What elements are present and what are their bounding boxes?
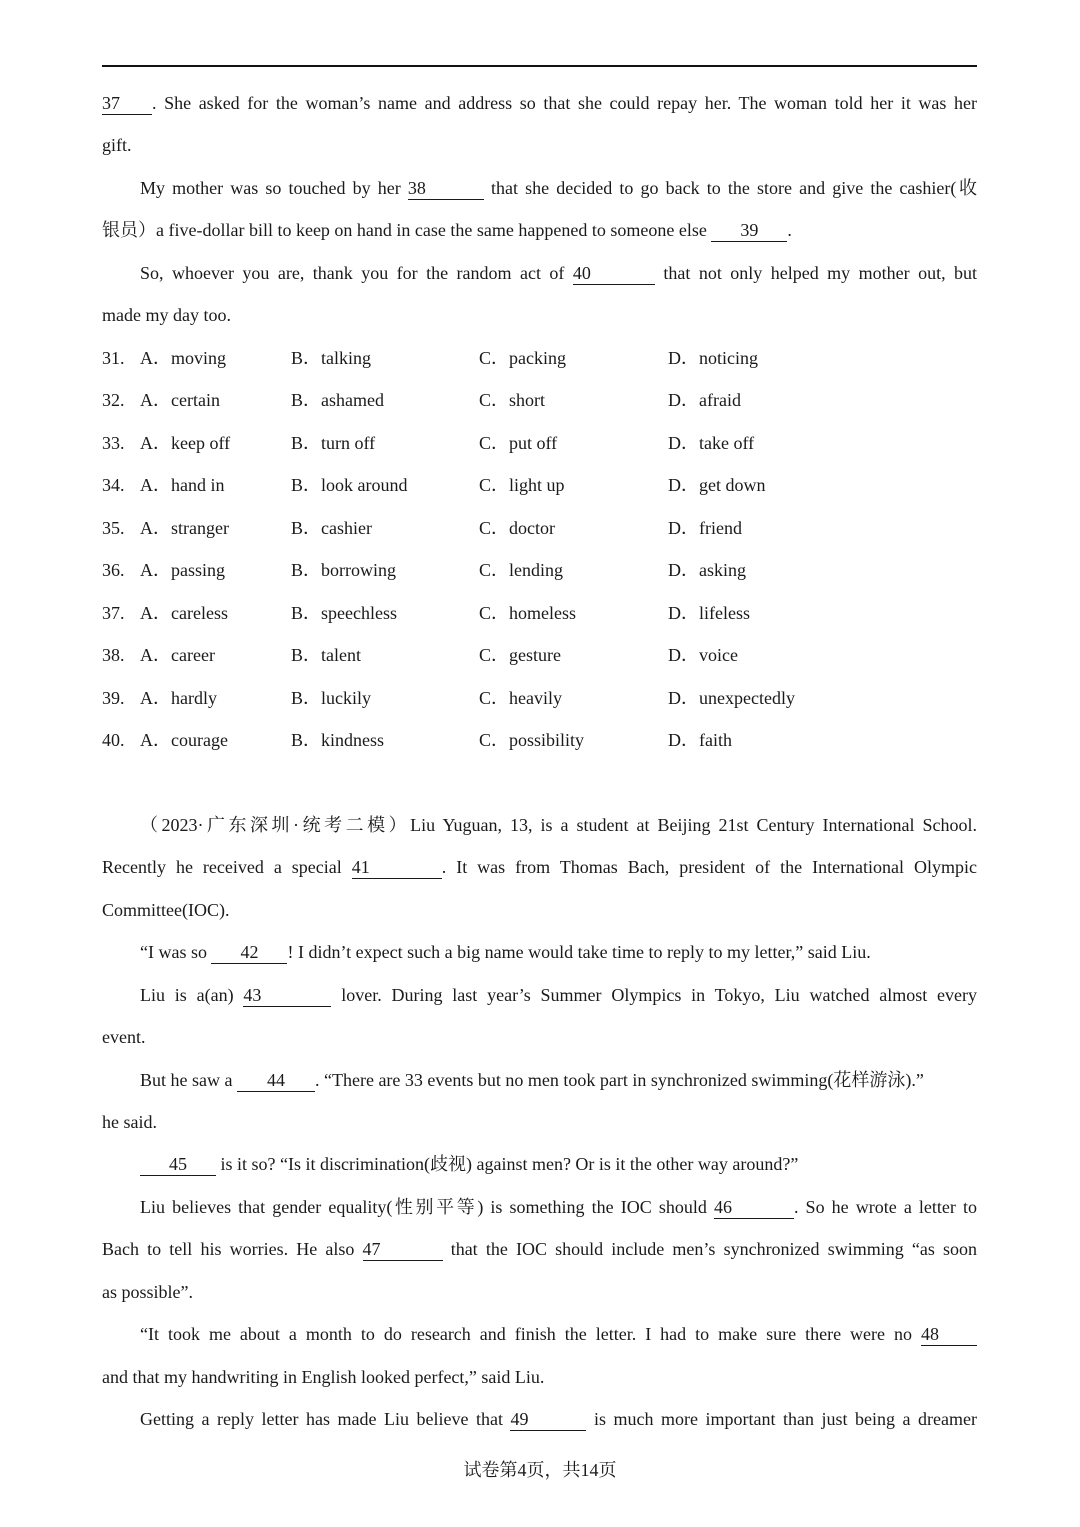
blank-45: 45	[140, 1153, 216, 1176]
passage1-line-5: So, whoever you are, thank you for the random act of 40 that not only helped my mother out, but	[140, 263, 978, 283]
option-d: D．take off	[668, 433, 755, 453]
option-a: A．stranger	[140, 518, 229, 538]
option-d: D．unexpectedly	[668, 688, 795, 708]
question-39	[102, 677, 977, 719]
option-c: C．lending	[479, 560, 563, 580]
question-40	[102, 719, 977, 761]
question-34	[102, 464, 977, 506]
passage2-line-7: But he saw a 44 . “There are 33 events but no men took part in synchronized swimming(花样游泳).”	[140, 1070, 924, 1090]
option-d: D．faith	[668, 730, 732, 750]
option-d: D．get down	[668, 475, 766, 495]
option-a: A．passing	[140, 560, 225, 580]
option-c: C．packing	[479, 348, 566, 368]
blank-41: 41	[352, 856, 442, 879]
passage2-line-12: as possible”.	[102, 1282, 193, 1302]
option-d: D．afraid	[668, 390, 741, 410]
passage2-line-15: Getting a reply letter has made Liu believe that 49 is much more important than just being a dreamer	[140, 1409, 977, 1429]
question-31	[102, 337, 977, 379]
blank-44: 44	[237, 1069, 315, 1092]
blank-42: 42	[211, 941, 287, 964]
option-c: C．heavily	[479, 688, 562, 708]
question-number: 34.	[102, 475, 125, 495]
question-35	[102, 507, 977, 549]
question-37	[102, 592, 977, 634]
passage2-line-3: Committee(IOC).	[102, 900, 230, 920]
question-number: 32.	[102, 390, 125, 410]
passage2-line-13: “It took me about a month to do research and finish the letter. I had to make sure there were no 48	[140, 1313, 977, 1355]
option-b: B．luckily	[291, 688, 371, 708]
blank-47: 47	[363, 1238, 443, 1261]
question-number: 36.	[102, 560, 125, 580]
option-b: B．turn off	[291, 433, 376, 453]
passage1-line-4: 银员）a five-dollar bill to keep on hand in case the same happened to someone else 39 .	[102, 220, 792, 240]
question-number: 39.	[102, 688, 125, 708]
blank-49: 49	[510, 1408, 586, 1431]
option-b: B．ashamed	[291, 390, 384, 410]
question-38	[102, 634, 977, 676]
blank-37: 37	[102, 92, 152, 115]
passage2-line-8: he said.	[102, 1112, 157, 1132]
passage2-line-4: “I was so 42 ! I didn’t expect such a big name would take time to reply to my letter,” said Liu.	[140, 942, 871, 962]
option-c: C．short	[479, 390, 546, 410]
option-c: C．doctor	[479, 518, 555, 538]
option-b: B．borrowing	[291, 560, 396, 580]
option-d: D．noticing	[668, 348, 758, 368]
option-b: B．talking	[291, 348, 371, 368]
passage1-line-1: 37 . She asked for the woman’s name and address so that she could repay her. The woman told her it was her	[102, 93, 977, 113]
option-a: A．careless	[140, 603, 228, 623]
option-d: D．friend	[668, 518, 742, 538]
passage2-line-10: Liu believes that gender equality(性别平等) is something the IOC should 46 . So he wrote a letter to	[140, 1197, 978, 1217]
option-a: A．courage	[140, 730, 228, 750]
blank-39: 39	[711, 219, 787, 242]
question-33	[102, 422, 977, 464]
question-number: 33.	[102, 433, 125, 453]
option-a: A．hardly	[140, 688, 217, 708]
option-c: C．homeless	[479, 603, 576, 623]
option-d: D．voice	[668, 645, 738, 665]
question-number: 40.	[102, 730, 125, 750]
option-b: B．cashier	[291, 518, 372, 538]
option-d: D．asking	[668, 560, 746, 580]
option-a: A．keep off	[140, 433, 231, 453]
passage2-line-5: Liu is a(an) 43 lover. During last year’s Summer Olympics in Tokyo, Liu watched almost every	[140, 985, 978, 1005]
option-a: A．career	[140, 645, 215, 665]
passage2-line-14: and that my handwriting in English looked perfect,” said Liu.	[102, 1367, 545, 1387]
option-b: B．kindness	[291, 730, 385, 750]
passage2-line-9: 45 is it so? “Is it discrimination(歧视) against men? Or is it the other way around?”	[140, 1143, 977, 1185]
header-rule	[102, 65, 977, 67]
passage2-line-11: Bach to tell his worries. He also 47 that the IOC should include men’s synchronized swimming “as soon	[102, 1239, 977, 1259]
option-a: A．moving	[140, 348, 227, 368]
option-b: B．talent	[291, 645, 361, 665]
passage2-source-line: （2023·广东深圳·统考二模）Liu Yuguan, 13, is a student at Beijing 21st Century International School.	[140, 815, 977, 835]
blank-46: 46	[714, 1196, 794, 1219]
question-number: 37.	[102, 603, 125, 623]
option-d: D．lifeless	[668, 603, 750, 623]
page-footer: 试卷第4页，共14页	[463, 1460, 617, 1480]
option-c: C．put off	[479, 433, 558, 453]
passage2-line-2: Recently he received a special 41 . It was from Thomas Bach, president of the International Olympic	[102, 857, 978, 877]
blank-43: 43	[243, 984, 331, 1007]
passage1-line-6: made my day too.	[102, 305, 231, 325]
option-c: C．gesture	[479, 645, 561, 665]
blank-40: 40	[573, 262, 655, 285]
option-b: B．look around	[291, 475, 408, 495]
option-c: C．possibility	[479, 730, 585, 750]
question-number: 31.	[102, 348, 125, 368]
passage1-line-2: gift.	[102, 135, 132, 155]
passage1-line-3: My mother was so touched by her 38 that she decided to go back to the store and give the cashier(收	[140, 178, 978, 198]
question-36	[102, 549, 977, 591]
blank-48: 48	[921, 1323, 977, 1346]
question-number: 38.	[102, 645, 125, 665]
option-a: A．hand in	[140, 475, 225, 495]
question-number: 35.	[102, 518, 125, 538]
blank-38: 38	[408, 177, 484, 200]
option-c: C．light up	[479, 475, 565, 495]
passage2-line-6: event.	[102, 1027, 146, 1047]
option-a: A．certain	[140, 390, 220, 410]
question-32	[102, 379, 977, 421]
option-b: B．speechless	[291, 603, 397, 623]
